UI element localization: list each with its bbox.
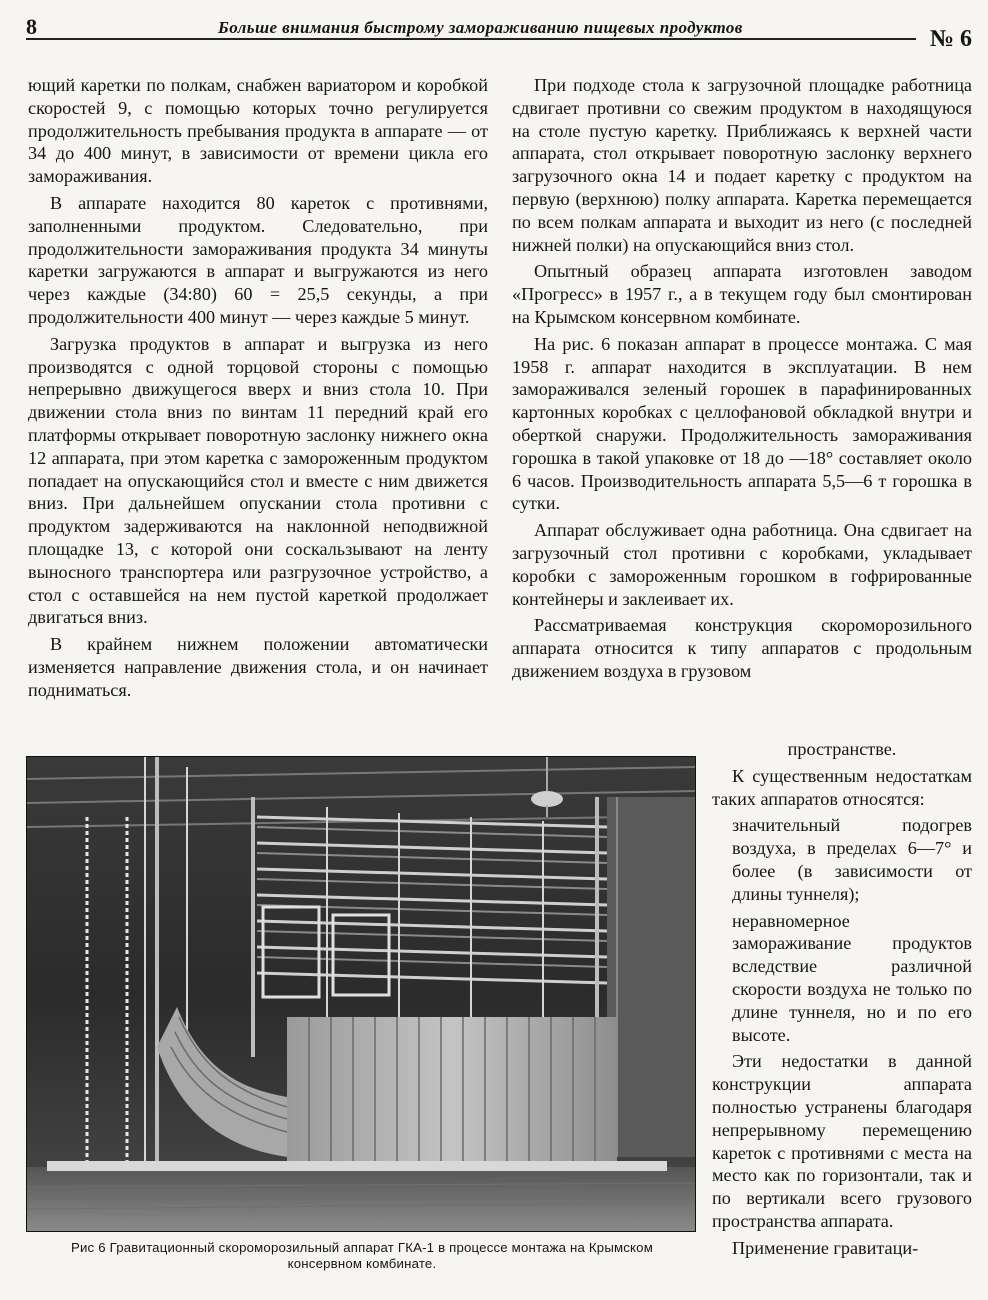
list-item: неравномерное замораживание продуктов вследствие различной скорости воздуха не только по длине туннеля, но и по его высоте. bbox=[732, 910, 972, 1045]
caption-text: Гравитационный скороморозильный аппарат ГКА-1 в процессе монтажа на Крымском консервном комбинате. bbox=[109, 1240, 653, 1271]
header-rule bbox=[26, 38, 916, 40]
paragraph: ющий каретки по полкам, снабжен вариатором и коробкой скоростей 9, с помощью которых точно регулируется продолжительность пребывания продукта в аппарате — от 34 до 400 минут, в зависимости от времени цикла его замораживания. bbox=[28, 75, 488, 187]
paragraph: В крайнем нижнем положении автоматически изменяется направление движения стола, и он начинает подниматься. bbox=[28, 634, 488, 700]
paragraph: При подходе стола к загрузочной площадке работница сдвигает противни со свежим продуктом в находящуюся на столе пустую каретку. Приближаясь к верхней части аппарата, стол открывает поворотную заслонку верхнего загрузочного окна 14 и подает каретку с продуктом на первую (верхнюю) полку аппарата. Каретка перемещается по всем полкам аппарата и выходит из него (с последней нижней полки) на опускающийся вниз стол. bbox=[512, 75, 972, 255]
left-column bbox=[28, 74, 488, 702]
paragraph: Эти недостатки в данной конструкции аппарата полностью устранены благодаря непрерывному перемещению кареток с противнями с места на место как по горизонтали, так и по вертикали всего грузового пространства аппарата. bbox=[712, 1051, 972, 1231]
running-title: Больше внимания быстрому замораживанию пищевых продуктов bbox=[218, 18, 743, 37]
paragraph: К существенным недостаткам таких аппаратов относятся: bbox=[712, 765, 972, 809]
paragraph: Опытный образец аппарата изготовлен заводом «Прогресс» в 1957 г., а в текущем году был смонтирован на Крымском консервном комбинате. bbox=[512, 261, 972, 327]
list-item: значительный подогрев воздуха, в пределах 6—7° и более (в зависимости от длины туннеля); bbox=[732, 815, 972, 904]
page-header bbox=[26, 12, 976, 52]
paragraph: Загрузка продуктов в аппарат и выгрузка из него производятся с одной торцовой стороны с помощью непрерывно движущегося вверх и вниз стола 10. При движении стола вниз по винтам 11 передний край его платформы открывает поворотную заслонку нижнего окна 12 аппарата, при этом каретка с замороженным продуктом попадает на опускающийся стол и вместе с ним движется вниз. При дальнейшем опускании стола противни с продуктом задерживаются на наклонной неподвижной площадке 13, с которой они соскальзывают на ленту выносного транспортера или разгрузочное устройство, а стол с оставшейся на нем пустой кареткой продолжает двигаться вниз. bbox=[28, 333, 488, 628]
page-number: 8 bbox=[26, 14, 37, 39]
narrow-column bbox=[712, 738, 972, 1260]
paragraph: Аппарат обслуживает одна работница. Она сдвигает на загрузочный стол противни с коробками, укладывает коробки с замороженным горошком в гофрированные контейнеры и заклеивает их. bbox=[512, 520, 972, 609]
issue-number: № 6 bbox=[929, 26, 972, 52]
right-column bbox=[512, 74, 972, 683]
caption-label: Рис 6 bbox=[71, 1240, 106, 1255]
figure-caption bbox=[32, 1240, 692, 1272]
paragraph-continuation: пространстве. bbox=[787, 739, 897, 759]
paragraph: На рис. 6 показан аппарат в процессе монтажа. С мая 1958 г. аппарат находится в эксплуатации. В нем замораживался зеленый горошек в парафинированных картонных коробках с целлофановой обкладкой внутри и оберткой снаружи. Продолжительность замораживания горошка в такой упаковке от 18 до —18° составляет около 6 часов. Производительность аппарата 5,5—6 т горошка в сутки. bbox=[512, 333, 972, 514]
paragraph: Рассматриваемая конструкция скороморозильного аппарата относится к типу аппаратов с продольным движением воздуха в грузовом bbox=[512, 615, 972, 681]
paragraph: Применение гравитаци- bbox=[732, 1237, 919, 1258]
figure-photo bbox=[26, 756, 696, 1232]
paragraph: В аппарате находится 80 кареток с противнями, заполненными продуктом. Следовательно, при продолжительности замораживания продукта 34 минуты каретки загружаются в аппарат и выгружаются из него через каждые (34:80) 60 = 25,5 секунды, а при продолжительности 400 минут — через каждые 5 минут. bbox=[28, 192, 488, 327]
freezer-apparatus-photo bbox=[27, 757, 695, 1231]
